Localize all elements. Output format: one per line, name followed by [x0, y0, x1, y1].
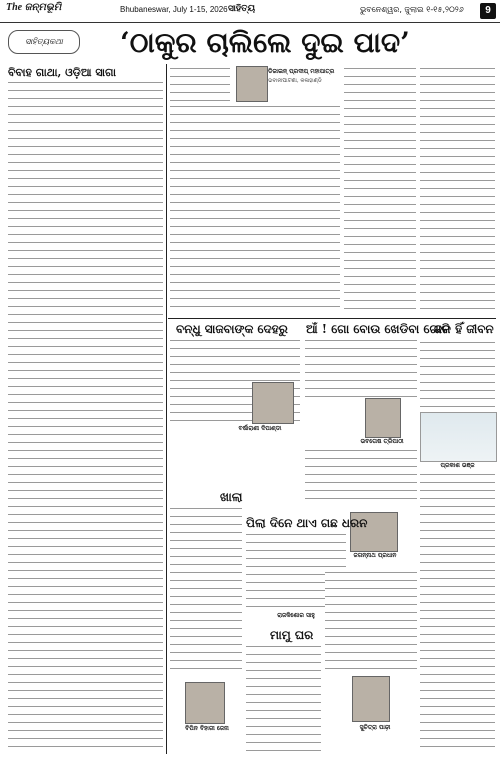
poem-2-author: ଭବତୋଷ ତ୍ରିପାଠୀ: [360, 438, 404, 445]
poem-6-title: ମାମୁ ଘର: [270, 628, 314, 642]
poem-4-title: ଖାଲା: [220, 490, 243, 504]
poem-1-title: ବନ୍ଧୁ ସାଜବାଙ୍କ ଦେହରୁ: [176, 322, 288, 336]
center-article-body-2: [344, 66, 416, 314]
left-article-title: ବିବାହ ଗାଥା, ଓଡ଼ିଆ ସାଗା: [8, 66, 116, 79]
poem-2-author2: ଜଗନ୍ନାଥ ପ୍ରଧାନ: [353, 552, 397, 559]
poem-4-author-photo: [185, 682, 225, 724]
paper-name: The ଜନ୍ମଭୂମି: [6, 2, 62, 13]
poem-6-author: ସୁଚିତ୍ରା ପାଢ଼ୀ: [359, 724, 391, 731]
poem-3-author: ପ୍ରକାଶ ଭଞ୍ଜ: [440, 462, 475, 469]
water-glass-image: [420, 412, 497, 462]
author-name: ଡିଜାଇନ୍ ପ୍ରଦୀପ୍ ମହାପାତ୍ର: [268, 68, 335, 75]
section-logo: ସାହିତ୍ୟକଥା: [8, 30, 80, 54]
poem-4-author: ବିପିନ ବିହାରୀ ଜେନା: [185, 725, 229, 732]
poem-2-author-photo: [365, 398, 401, 438]
poem-3-title: ଜଳ ହିଁ ଜୀବନ: [434, 322, 494, 336]
edition-line: Bhubaneswar, July 1-15, 2026: [120, 5, 228, 14]
horizontal-divider: [168, 318, 496, 319]
section-name: ସାହିତ୍ୟ: [228, 4, 256, 14]
masthead: [0, 0, 500, 23]
poem-2-body-2: [305, 448, 417, 500]
poem-6-body: [246, 644, 321, 752]
poem-2-body: [305, 338, 417, 398]
poem-2-title: ଆଁ ! ଗୋ ବୋଉ ଖେଡିବା ଗୋଟି: [306, 322, 450, 336]
poem-5-author: ରାଜକିଶୋର ସାହୁ: [277, 612, 315, 619]
poem-6-body-2: [325, 570, 417, 670]
poem-1-author-photo: [252, 382, 294, 424]
center-article-body-1: [170, 104, 340, 314]
page-headline: ‘ଠାକୁର ଚାଲିଲେ ଦୁଇ ପାଦ’: [120, 26, 410, 59]
poem-3-body-2: [420, 472, 495, 752]
author-place: ଭବାନୀପାଟଣା, କଳାହାଣ୍ଡି: [268, 78, 322, 84]
poem-5-title: ପିଲା ଦିନେ ଥାଏ ଗଛ ଧରନ: [246, 516, 368, 530]
left-article-body: [8, 80, 163, 750]
local-date: ଭୁବନେଶ୍ୱର, ଜୁଲାଇ ୧-୧୫,୨୦୨୬: [360, 5, 464, 14]
poem-4-body: [170, 506, 242, 676]
column-divider: [166, 64, 167, 754]
poem-3-body: [420, 340, 495, 410]
page-number: 9: [480, 3, 496, 19]
poem-1-author: ବର୍ଷାରାଣୀ ଦିପାଣ୍ଡା: [238, 425, 282, 432]
author-photo: [236, 66, 268, 102]
poem-6-author-photo: [352, 676, 390, 722]
right-article-body: [420, 66, 495, 314]
